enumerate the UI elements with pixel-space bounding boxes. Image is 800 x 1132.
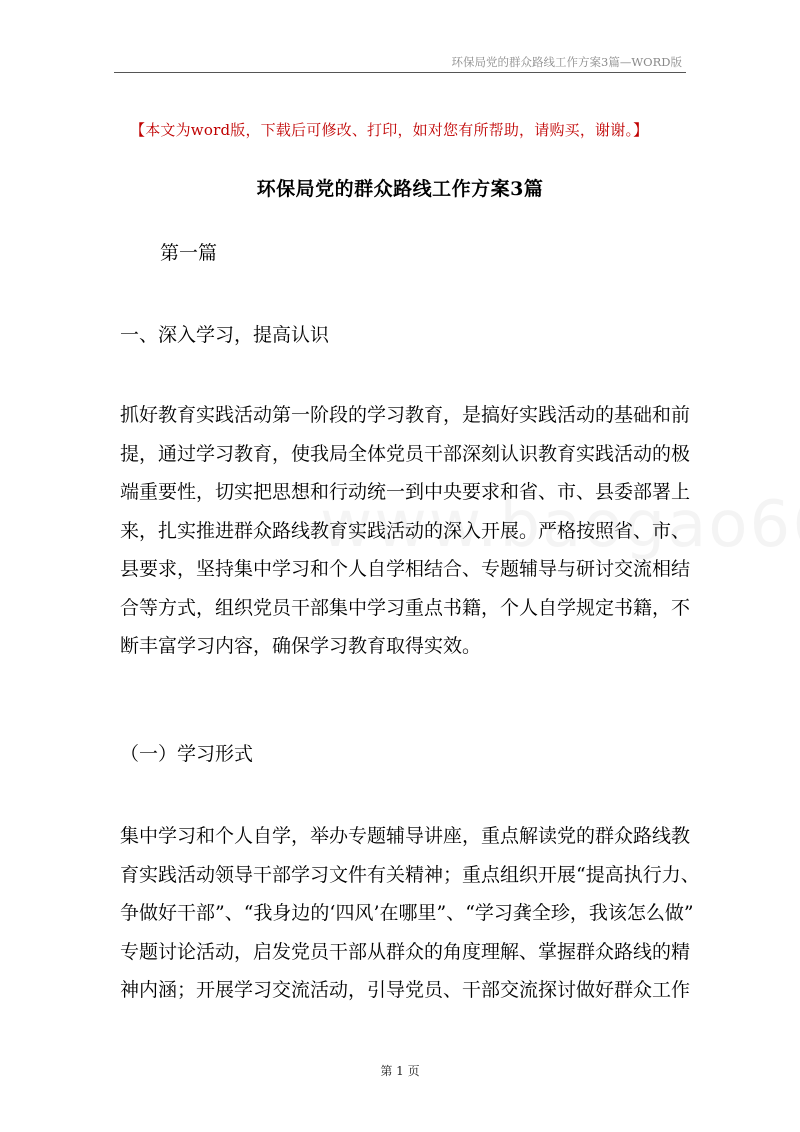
paragraph-line: 争做好干部”、“我身边的‘四风’在哪里”、“学习龚全珍，我该怎么做” xyxy=(120,902,694,924)
paragraph-line: 端重要性，切实把思想和行动统一到中央要求和省、市、县委部署上 xyxy=(120,481,691,503)
header-divider xyxy=(114,72,686,73)
page-number: 第 1 页 xyxy=(380,1064,420,1078)
paragraph-line: 集中学习和个人自学，举办专题辅导讲座，重点解读党的群众路线教 xyxy=(120,825,691,847)
paragraph-line: 县要求，坚持集中学习和个人自学相结合、专题辅导与研讨交流相结 xyxy=(120,558,691,580)
paragraph-line: 来，扎实推进群众路线教育实践活动的深入开展。严格按照省、市、 xyxy=(120,519,691,542)
section-heading-2: （一）学习形式 xyxy=(120,743,254,765)
download-notice: 【本文为word版，下载后可修改、打印，如对您有所帮助，请购买，谢谢。】 xyxy=(130,121,649,139)
document-title: 环保局党的群众路线工作方案3篇 xyxy=(256,178,544,200)
running-header: 环保局党的群众路线工作方案3篇—WORD版 xyxy=(451,55,682,69)
body-paragraph-1 xyxy=(120,396,690,666)
paragraph-line: 专题讨论活动，启发党员干部从群众的角度理解、掌握群众路线的精 xyxy=(120,940,691,963)
paragraph-line: 抓好教育实践活动第一阶段的学习教育，是搞好实践活动的基础和前 xyxy=(120,404,691,426)
section-heading-1: 一、深入学习，提高认识 xyxy=(120,324,330,346)
paragraph-line: 神内涵；开展学习交流活动，引导党员、干部交流探讨做好群众工作 xyxy=(120,979,691,1001)
paragraph-line: 育实践活动领导干部学习文件有关精神；重点组织开展“提高执行力、 xyxy=(120,863,700,886)
paragraph-line: 合等方式，组织党员干部集中学习重点书籍，个人自学规定书籍，不 xyxy=(120,596,691,619)
part-title: 第一篇 xyxy=(160,242,218,264)
body-paragraph-2 xyxy=(120,817,700,1010)
paragraph-line: 提，通过学习教育，使我局全体党员干部深刻认识教育实践活动的极 xyxy=(120,442,691,465)
paragraph-line: 断丰富学习内容，确保学习教育取得实效。 xyxy=(120,635,482,657)
